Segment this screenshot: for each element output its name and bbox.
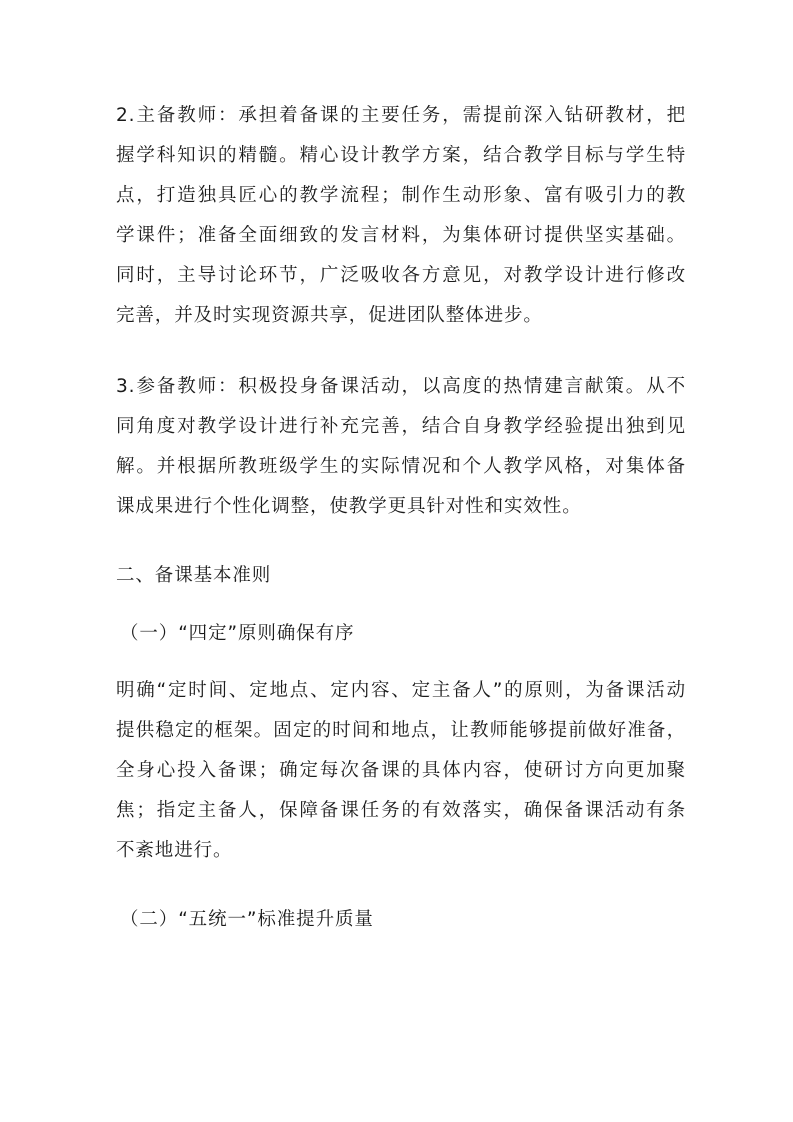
paragraph-line: 课成果进行个性化调整，使教学更具针对性和实效性。 (116, 496, 582, 517)
paragraph-line: 解。并根据所教班级学生的实际情况和个人教学风格，对集体备 (116, 456, 686, 477)
paragraph-line: 焦；指定主备人，保障备课任务的有效落实，确保备课活动有条 (116, 800, 686, 821)
subsection-heading: （一）“四定”原则确保有序 (120, 623, 355, 644)
paragraph-line: 全身心投入备课；确定每次备课的具体内容，使研讨方向更加聚 (116, 760, 686, 781)
paragraph-line: 点，打造独具匠心的教学流程；制作生动形象、富有吸引力的教 (116, 185, 686, 206)
paragraph-line: 同时，主导讨论环节，广泛吸收各方意见，对教学设计进行修改 (116, 265, 686, 286)
paragraph-line: 完善，并及时实现资源共享，促进团队整体进步。 (116, 305, 543, 326)
paragraph-line: 同角度对教学设计进行补充完善，结合自身教学经验提出独到见 (116, 416, 686, 437)
subsection-heading: （二）“五统一”标准提升质量 (120, 909, 374, 930)
paragraph-line: 明确“定时间、定地点、定内容、定主备人”的原则，为备课活动 (116, 680, 686, 701)
paragraph-line: 学课件；准备全面细致的发言材料，为集体研讨提供坚实基础。 (116, 225, 686, 246)
paragraph-line: 不紊地进行。 (116, 840, 233, 861)
paragraph-line: 2.主备教师：承担着备课的主要任务，需提前深入钻研教材，把 (116, 105, 686, 126)
paragraph-line: 提供稳定的框架。固定的时间和地点，让教师能够提前做好准备， (116, 720, 686, 741)
paragraph-line: 3.参备教师：积极投身备课活动，以高度的热情建言献策。从不 (116, 376, 686, 397)
section-heading: 二、备课基本准则 (116, 565, 272, 586)
paragraph-line: 握学科知识的精髓。精心设计教学方案，结合教学目标与学生特 (116, 145, 686, 166)
